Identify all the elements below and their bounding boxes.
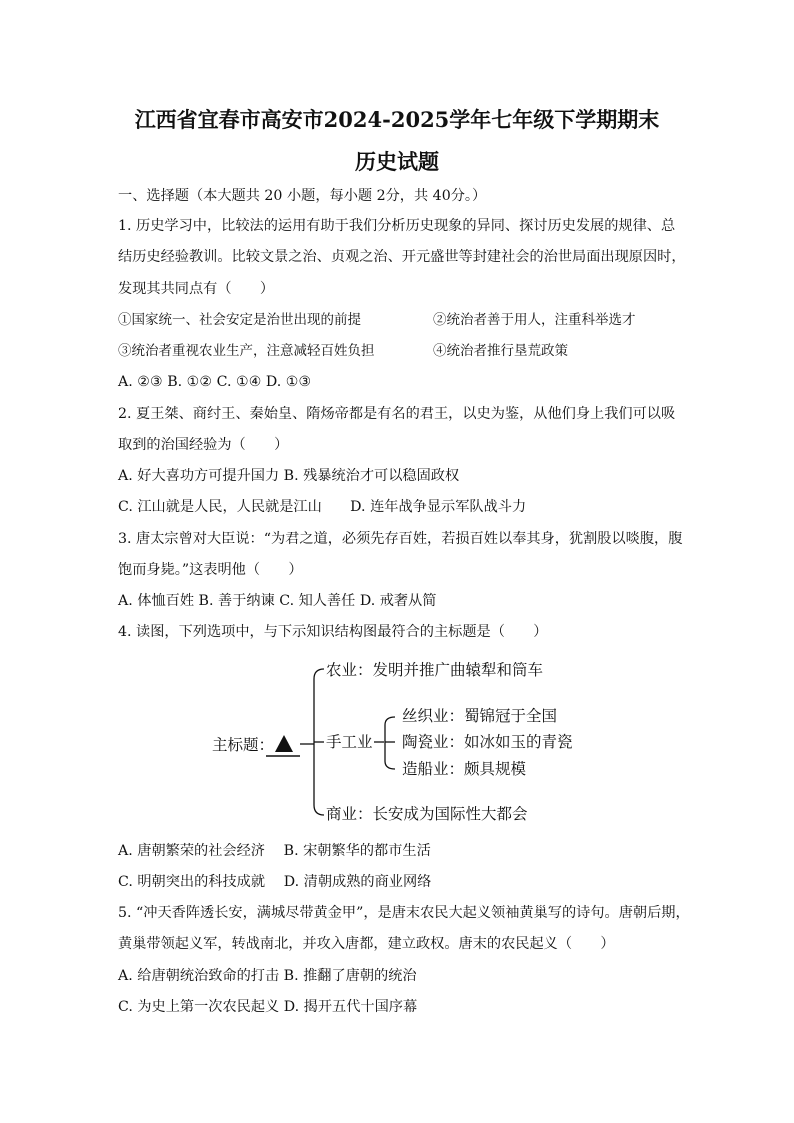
q2-options-cd: C. 江山就是人民，人民就是江山 D. 连年战争显示军队战斗力 (118, 499, 527, 515)
q2-options-ab: A. 好大喜功方可提升国力 B. 残暴统治才可以稳固政权 (118, 468, 460, 484)
q1-item-2: ②统治者善于用人，注重科举选才 (433, 312, 636, 328)
q1-stem-line1: 1. 历史学习中，比较法的运用有助于我们分析历史现象的异同、探讨历史发展的规律、总 (118, 218, 676, 234)
sub-bracket (385, 717, 395, 769)
q1-stem-line2: 结历史经验教训。比较文景之治、贞观之治、开元盛世等封建社会的治世局面出现原因时， (118, 249, 686, 265)
diagram-agri: 农业：发明并推广曲辕犁和筒车 (326, 661, 544, 679)
exam-subtitle: 历史试题 (355, 149, 439, 174)
knowledge-structure-diagram (200, 655, 600, 830)
q2-stem-line1: 2. 夏王桀、商纣王、秦始皇、隋炀帝都是有名的君王，以史为鉴，从他们身上我们可以吸 (118, 406, 676, 422)
q4-stem: 4. 读图，下列选项中，与下示知识结构图最符合的主标题是（ ） (118, 624, 548, 640)
q1-item-4: ④统治者推行垦荒政策 (433, 343, 568, 359)
q5-options-ab: A. 给唐朝统治致命的打击 B. 推翻了唐朝的统治 (118, 968, 417, 984)
exam-title: 江西省宜春市高安市2024-2025学年七年级下学期期末 (134, 107, 660, 132)
diagram-ship: 造船业：颇具规模 (402, 760, 527, 778)
section-header: 一、选择题（本大题共 20 小题，每小题 2分，共 40分。） (118, 188, 487, 204)
q1-item-3: ③统治者重视农业生产，注意减轻百姓负担 (118, 343, 375, 359)
q1-options: A. ②③ B. ①② C. ①④ D. ①③ (118, 374, 312, 390)
q5-stem-line2: 黄巢带领起义军，转战南北，并攻入唐都，建立政权。唐末的农民起义（ ） (118, 936, 615, 952)
q3-options: A. 体恤百姓 B. 善于纳谏 C. 知人善任 D. 戒奢从简 (118, 593, 437, 609)
diagram-porcelain: 陶瓷业：如冰如玉的青瓷 (402, 733, 573, 751)
q1-stem-line3: 发现其共同点有（ ） (118, 281, 275, 297)
q5-options-cd: C. 为史上第一次农民起义 D. 揭开五代十国序幕 (118, 999, 418, 1015)
q3-stem-line2: 饱而身毙。”这表明他（ ） (118, 562, 303, 578)
diagram-silk: 丝织业：蜀锦冠于全国 (402, 707, 558, 725)
q3-stem-line1: 3. 唐太宗曾对大臣说：“为君之道，必须先存百姓，若损百姓以奉其身，犹割股以啖腹，腹 (118, 531, 683, 547)
triangle-placeholder-icon (275, 735, 293, 752)
q4-options-ab: A. 唐朝繁荣的社会经济 B. 宋朝繁华的都市生活 (118, 843, 431, 859)
q2-stem-line2: 取到的治国经验为（ ） (118, 437, 289, 453)
q4-options-cd: C. 明朝突出的科技成就 D. 清朝成熟的商业网络 (118, 874, 432, 890)
q5-stem-line1: 5. “冲天香阵透长安，满城尽带黄金甲”，是唐末农民大起义领袖黄巢写的诗句。唐朝后期， (118, 905, 690, 921)
diagram-main-label: 主标题： (212, 736, 275, 754)
q1-item-1: ①国家统一、社会安定是治世出现的前提 (118, 312, 361, 328)
diagram-commerce: 商业：长安成为国际性大都会 (326, 805, 528, 823)
diagram-handicraft: 手工业 (326, 733, 373, 751)
